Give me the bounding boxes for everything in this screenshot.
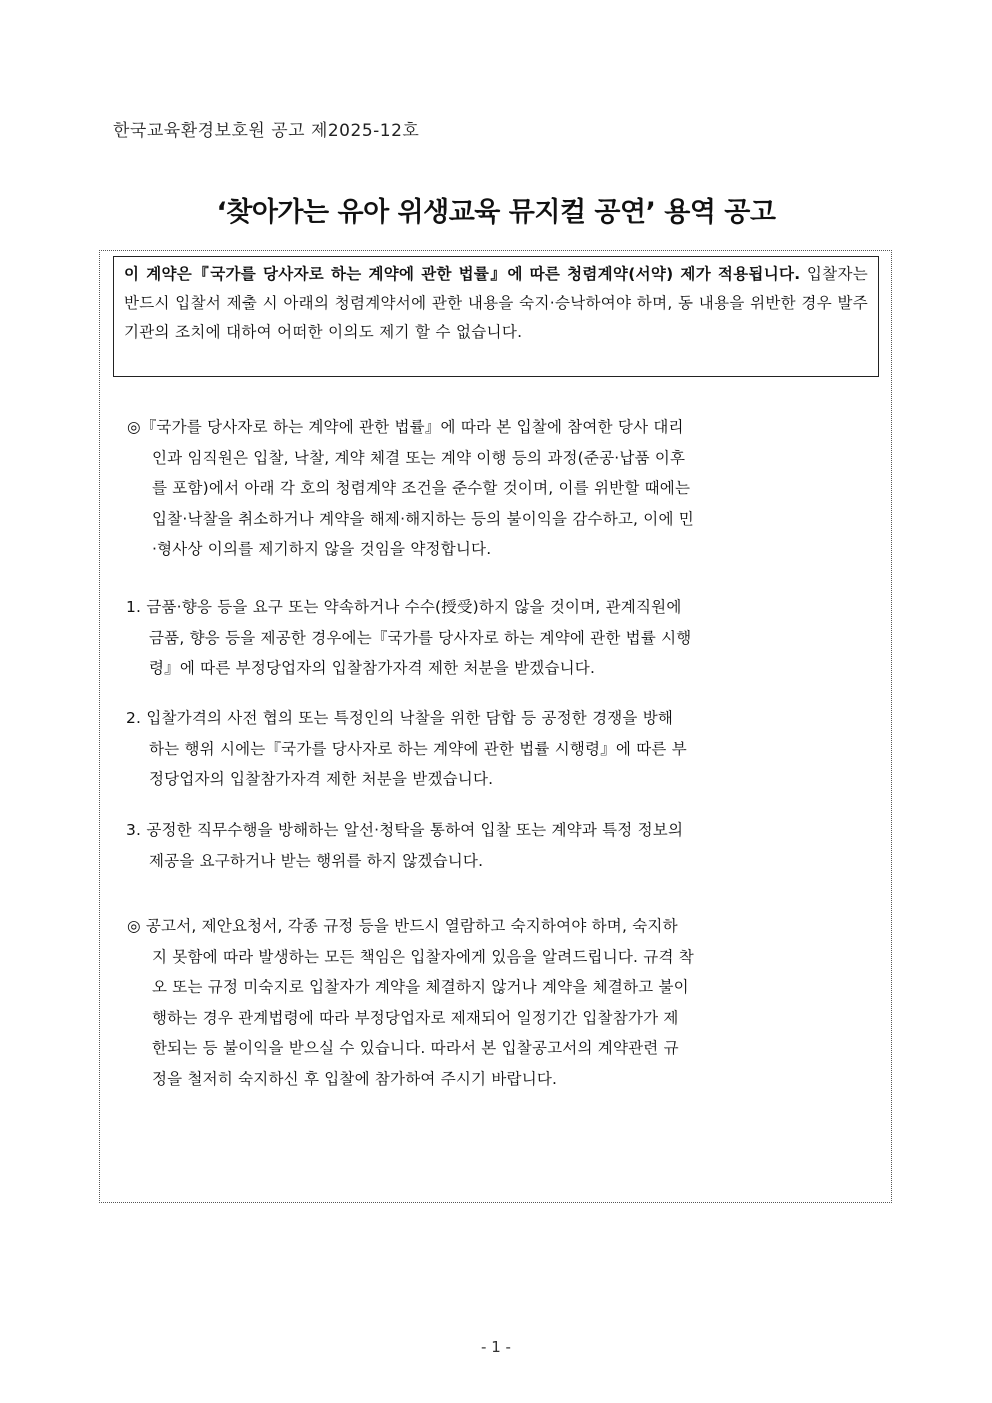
review-notice-paragraph	[127, 911, 885, 1094]
integrity-notice-text: 입찰자는 반드시 입찰서 제출 시 아래의 청렴계약서에 관한 내용을 숙지·승낙하여야 하며, 동 내용을 위반한 경우 발주기관의 조치에 대하여 어떠한 이의도 제기 할 수 없습니다.	[124, 265, 868, 341]
integrity-pledge-paragraph	[127, 412, 885, 565]
page-number: - 1 -	[481, 1338, 511, 1356]
item-line: 금품, 향응 등을 제공한 경우에는『국가를 당사자로 하는 계약에 관한 법률 시행	[149, 628, 692, 647]
item-line: 1. 금품·향응 등을 요구 또는 약속하거나 수수(授受)하지 않을 것이며, 관계직원에	[126, 598, 682, 616]
paragraph-line: ·형사상 이의를 제기하지 않을 것임을 약정합니다.	[152, 540, 492, 558]
integrity-notice-bold: 이 계약은『국가를 당사자로 하는 계약에 관한 법률』에 따른 청렴계약(서약) 제가 적용됩니다.	[124, 265, 801, 283]
item-line: 제공을 요구하거나 받는 행위를 하지 않겠습니다.	[149, 851, 484, 870]
paragraph-line: 입찰·낙찰을 취소하거나 계약을 해제·해지하는 등의 불이익을 감수하고, 이에 민	[152, 509, 694, 528]
paragraph-line: ◎『국가를 당사자로 하는 계약에 관한 법률』에 따라 본 입찰에 참여한 당사 대리	[127, 418, 684, 436]
paragraph-line: 한되는 등 불이익을 받으실 수 있습니다. 따라서 본 입찰공고서의 계약관련 규	[152, 1039, 679, 1057]
integrity-contract-notice	[113, 256, 879, 377]
paragraph-line: 오 또는 규정 미숙지로 입찰자가 계약을 체결하지 않거나 계약을 체결하고 불이	[152, 978, 689, 996]
paragraph-line: 행하는 경우 관계법령에 따라 부정당업자로 제재되어 일정기간 입찰참가가 제	[152, 1008, 679, 1027]
pledge-item-1	[126, 592, 886, 684]
paragraph-line: 정을 철저히 숙지하신 후 입찰에 참가하여 주시기 바랍니다.	[152, 1069, 558, 1088]
item-line: 령』에 따른 부정당업자의 입찰참가자격 제한 처분을 받겠습니다.	[149, 659, 596, 677]
item-line: 2. 입찰가격의 사전 협의 또는 특정인의 낙찰을 위한 담합 등 공정한 경쟁을 방해	[126, 709, 674, 727]
pledge-item-2	[126, 703, 886, 795]
paragraph-line: 인과 임직원은 입찰, 낙찰, 계약 체결 또는 계약 이행 등의 과정(준공·납품 이후	[152, 448, 686, 467]
paragraph-line: 지 못함에 따라 발생하는 모든 책임은 입찰자에게 있음을 알려드립니다. 규격 착	[152, 947, 694, 966]
page-title: ‘찾아가는 유아 위생교육 뮤지컬 공연’ 용역 공고	[216, 197, 776, 228]
paragraph-line: 를 포함)에서 아래 각 호의 청렴계약 조건을 준수할 것이며, 이를 위반할 때에는	[152, 479, 691, 497]
notice-number: 한국교육환경보호원 공고 제2025-12호	[113, 121, 420, 141]
item-line: 하는 행위 시에는『국가를 당사자로 하는 계약에 관한 법률 시행령』에 따른 부	[149, 739, 687, 758]
paragraph-line: ◎ 공고서, 제안요청서, 각종 규정 등을 반드시 열람하고 숙지하여야 하며, 숙지하	[127, 917, 678, 935]
item-line: 정당업자의 입찰참가자격 제한 처분을 받겠습니다.	[149, 770, 494, 788]
item-line: 3. 공정한 직무수행을 방해하는 알선·청탁을 통하여 입찰 또는 계약과 특정 정보의	[126, 821, 684, 839]
pledge-item-3	[126, 815, 886, 876]
